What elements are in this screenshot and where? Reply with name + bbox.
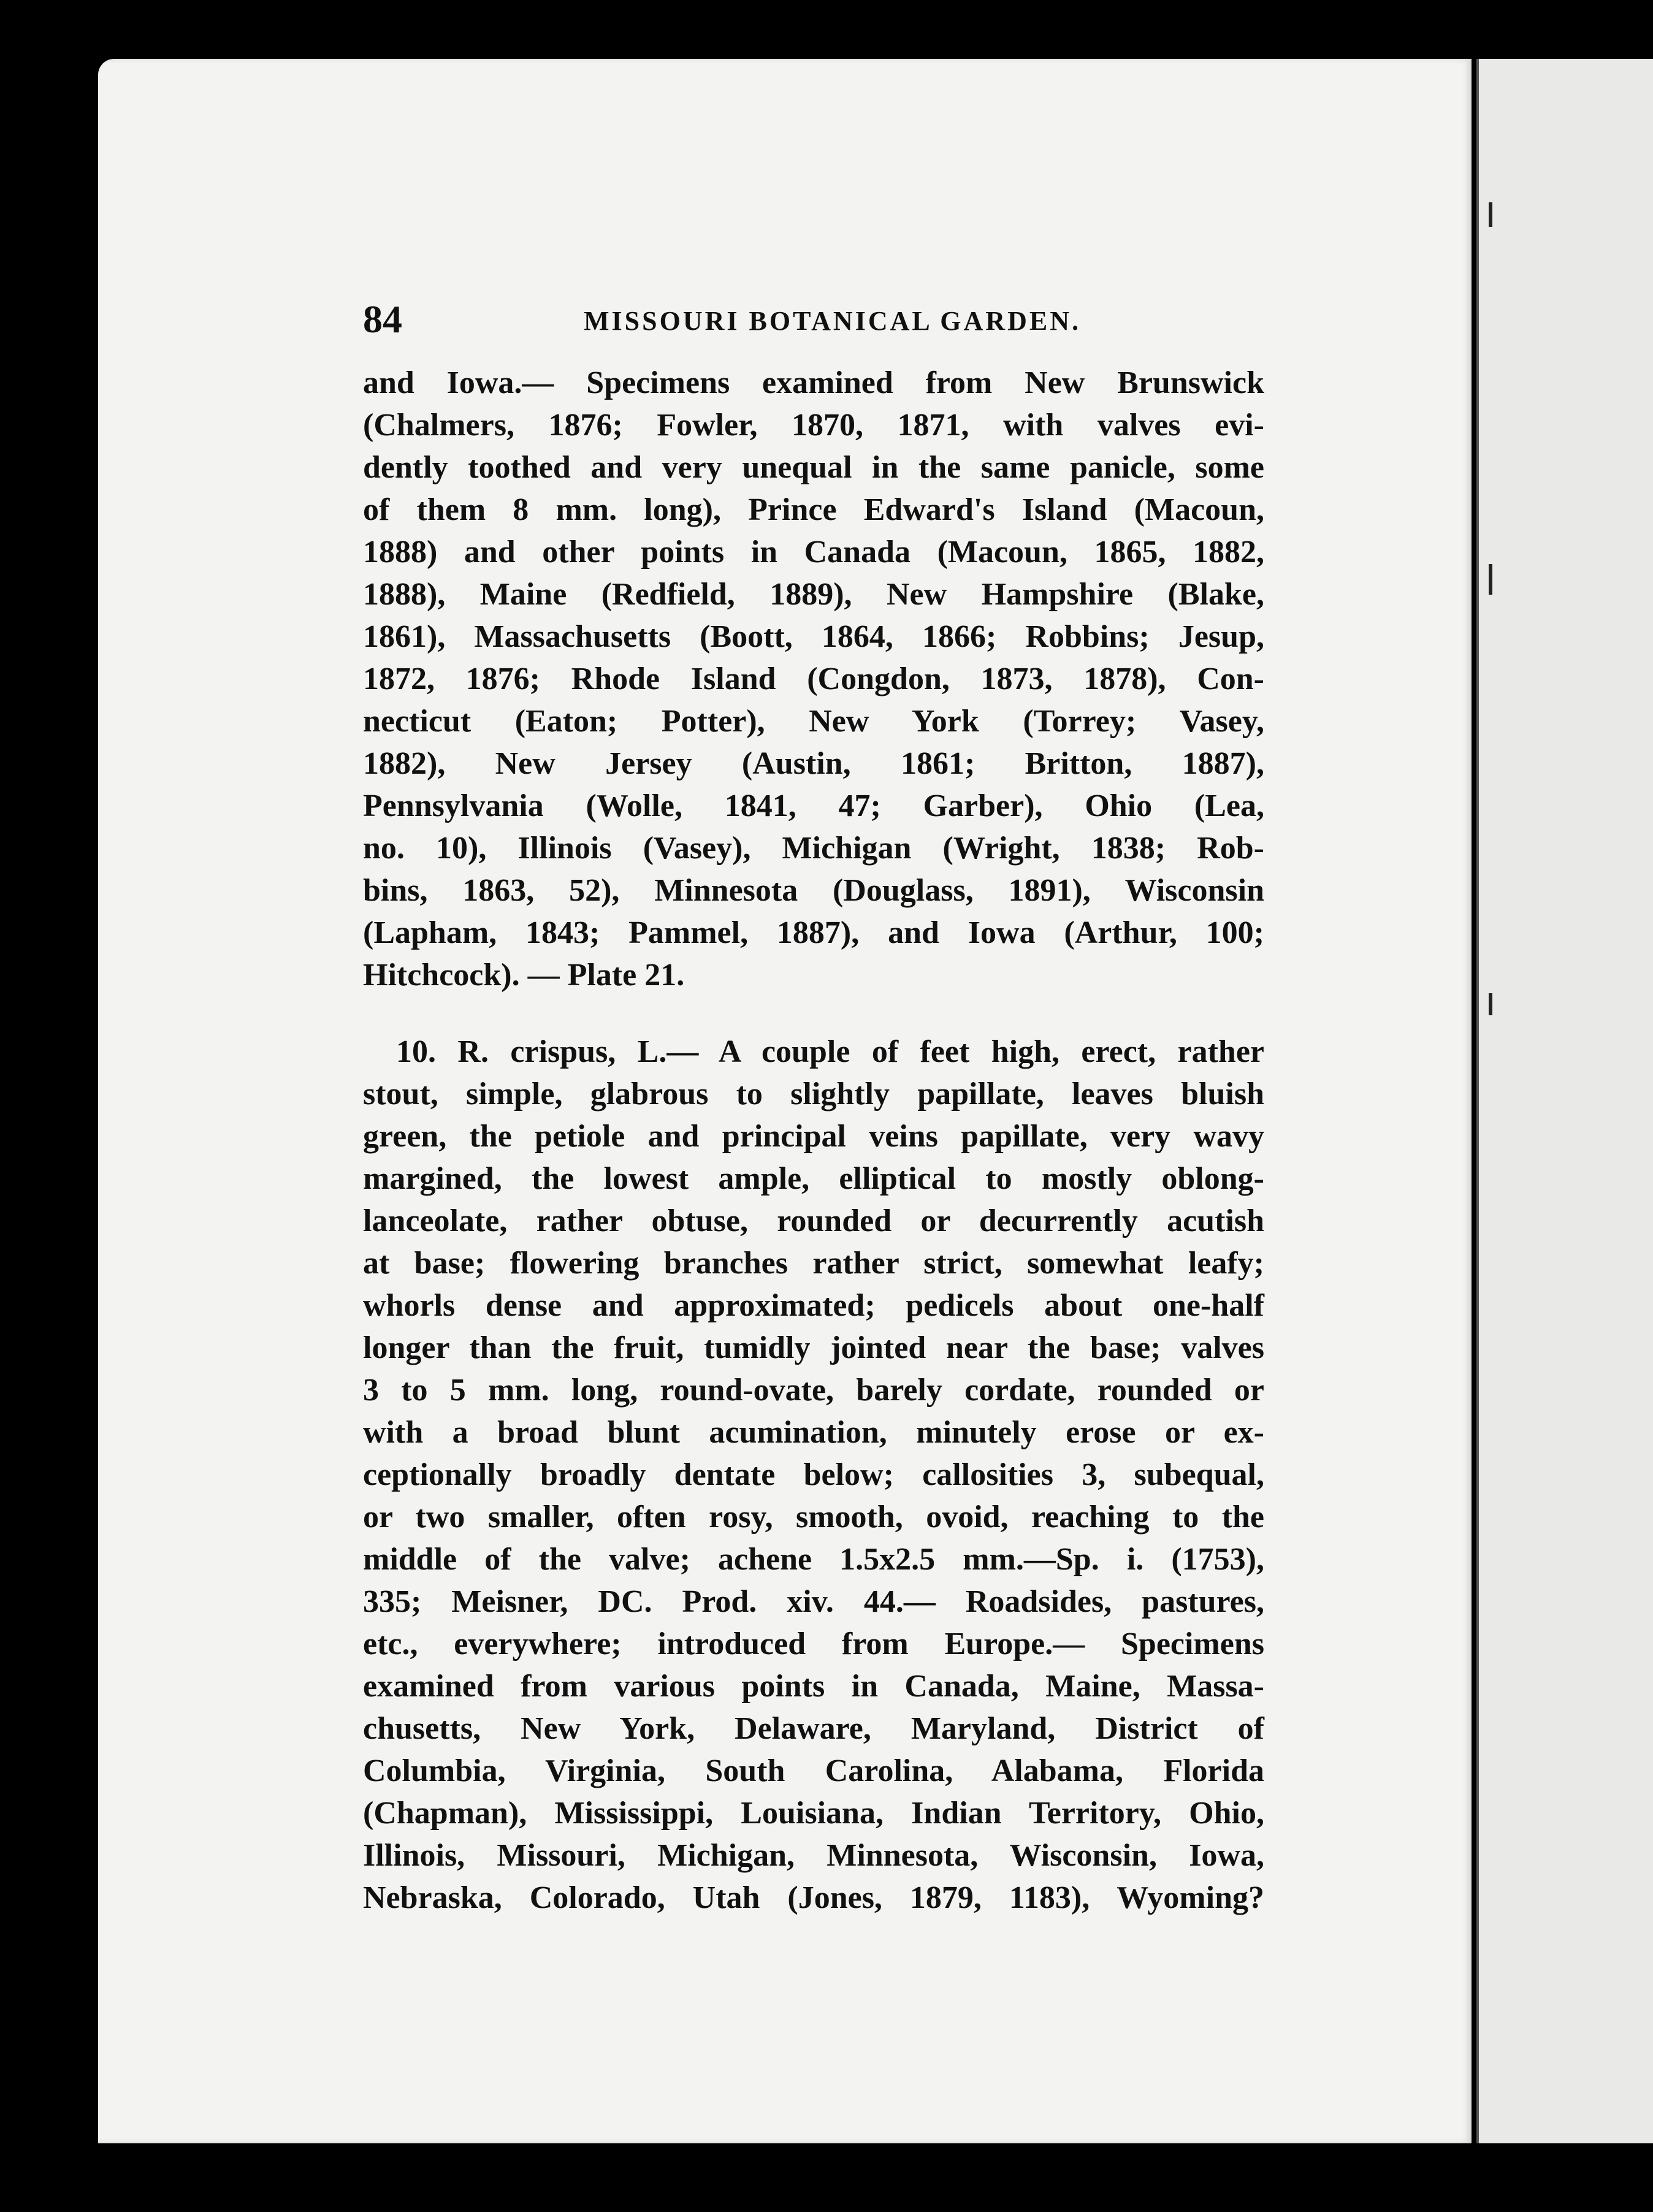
text-line: Nebraska, Colorado, Utah (Jones, 1879, 1183), Wyoming? [363,1880,1264,1915]
text-line: 10. R. crispus, L.— A couple of feet high, erect, rather [396,1034,1264,1069]
paragraph-1 [363,362,1264,996]
text-line: lanceolate, rather obtuse, rounded or decurrently acutish [363,1203,1264,1238]
page-edge-mark [1489,202,1492,227]
text-line: and Iowa.— Specimens examined from New Brunswick [363,365,1264,400]
text-line: stout, simple, glabrous to slightly papillate, leaves bluish [363,1077,1264,1112]
text-line: 1861), Massachusetts (Boott, 1864, 1866; Robbins; Jesup, [363,619,1264,654]
text-line: 1872, 1876; Rhode Island (Congdon, 1873, 1878), Con- [363,662,1264,696]
text-line: bins, 1863, 52), Minnesota (Douglass, 1891), Wisconsin [363,873,1264,908]
text-line: Illinois, Missouri, Michigan, Minnesota, Wisconsin, Iowa, [363,1838,1264,1873]
text-line: or two smaller, often rosy, smooth, ovoid, reaching to the [363,1500,1264,1535]
text-line: 335; Meisner, DC. Prod. xiv. 44.— Roadsides, pastures, [363,1584,1264,1619]
text-line: examined from various points in Canada, Maine, Massa- [363,1669,1264,1704]
text-line: 1888) and other points in Canada (Macoun, 1865, 1882, [363,535,1264,570]
page-edge-mark [1489,993,1492,1015]
text-line: green, the petiole and principal veins papillate, very wavy [363,1119,1264,1154]
text-line: ceptionally broadly dentate below; callosities 3, subequal, [363,1457,1264,1492]
text-line: etc., everywhere; introduced from Europe.— Specimens [363,1627,1264,1661]
text-line: 1888), Maine (Redfield, 1889), New Hampshire (Blake, [363,577,1264,612]
text-line: with a broad blunt acumination, minutely erose or ex- [363,1415,1264,1450]
text-line: no. 10), Illinois (Vasey), Michigan (Wright, 1838; Rob- [363,831,1264,866]
text-line: Hitchcock). — Plate 21. [363,958,685,993]
text-line: necticut (Eaton; Potter), New York (Torrey; Vasey, [363,704,1264,739]
text-line: whorls dense and approximated; pedicels about one-half [363,1288,1264,1323]
text-line: longer than the fruit, tumidly jointed near the base; valves [363,1330,1264,1365]
body-text [363,362,1264,1919]
text-line: of them 8 mm. long), Prince Edward's Island (Macoun, [363,492,1264,527]
text-line: Pennsylvania (Wolle, 1841, 47; Garber), Ohio (Lea, [363,788,1264,823]
text-line: chusetts, New York, Delaware, Maryland, District of [363,1711,1264,1746]
text-line: 1882), New Jersey (Austin, 1861; Britton, 1887), [363,746,1264,781]
text-line: dently toothed and very unequal in the same panicle, some [363,450,1264,485]
text-line: 3 to 5 mm. long, round-ovate, barely cordate, rounded or [363,1373,1264,1408]
text-line: (Chalmers, 1876; Fowler, 1870, 1871, with valves evi- [363,408,1264,443]
paragraph-2 [363,1031,1264,1919]
text-line: (Chapman), Mississippi, Louisiana, Indian Territory, Ohio, [363,1796,1264,1831]
text-line: Columbia, Virginia, South Carolina, Alabama, Florida [363,1753,1264,1788]
running-title: MISSOURI BOTANICAL GARDEN. [584,306,1081,336]
adjacent-page-edge [1476,59,1653,2143]
text-line: (Lapham, 1843; Pammel, 1887), and Iowa (Arthur, 100; [363,915,1264,950]
page-edge-mark [1489,564,1492,595]
text-line: middle of the valve; achene 1.5x2.5 mm.—Sp. i. (1753), [363,1542,1264,1577]
text-line: margined, the lowest ample, elliptical to mostly oblong- [363,1161,1264,1196]
paragraph-spacer [363,996,1264,1031]
page-number: 84 [363,297,402,341]
text-line: at base; flowering branches rather strict, somewhat leafy; [363,1246,1264,1281]
